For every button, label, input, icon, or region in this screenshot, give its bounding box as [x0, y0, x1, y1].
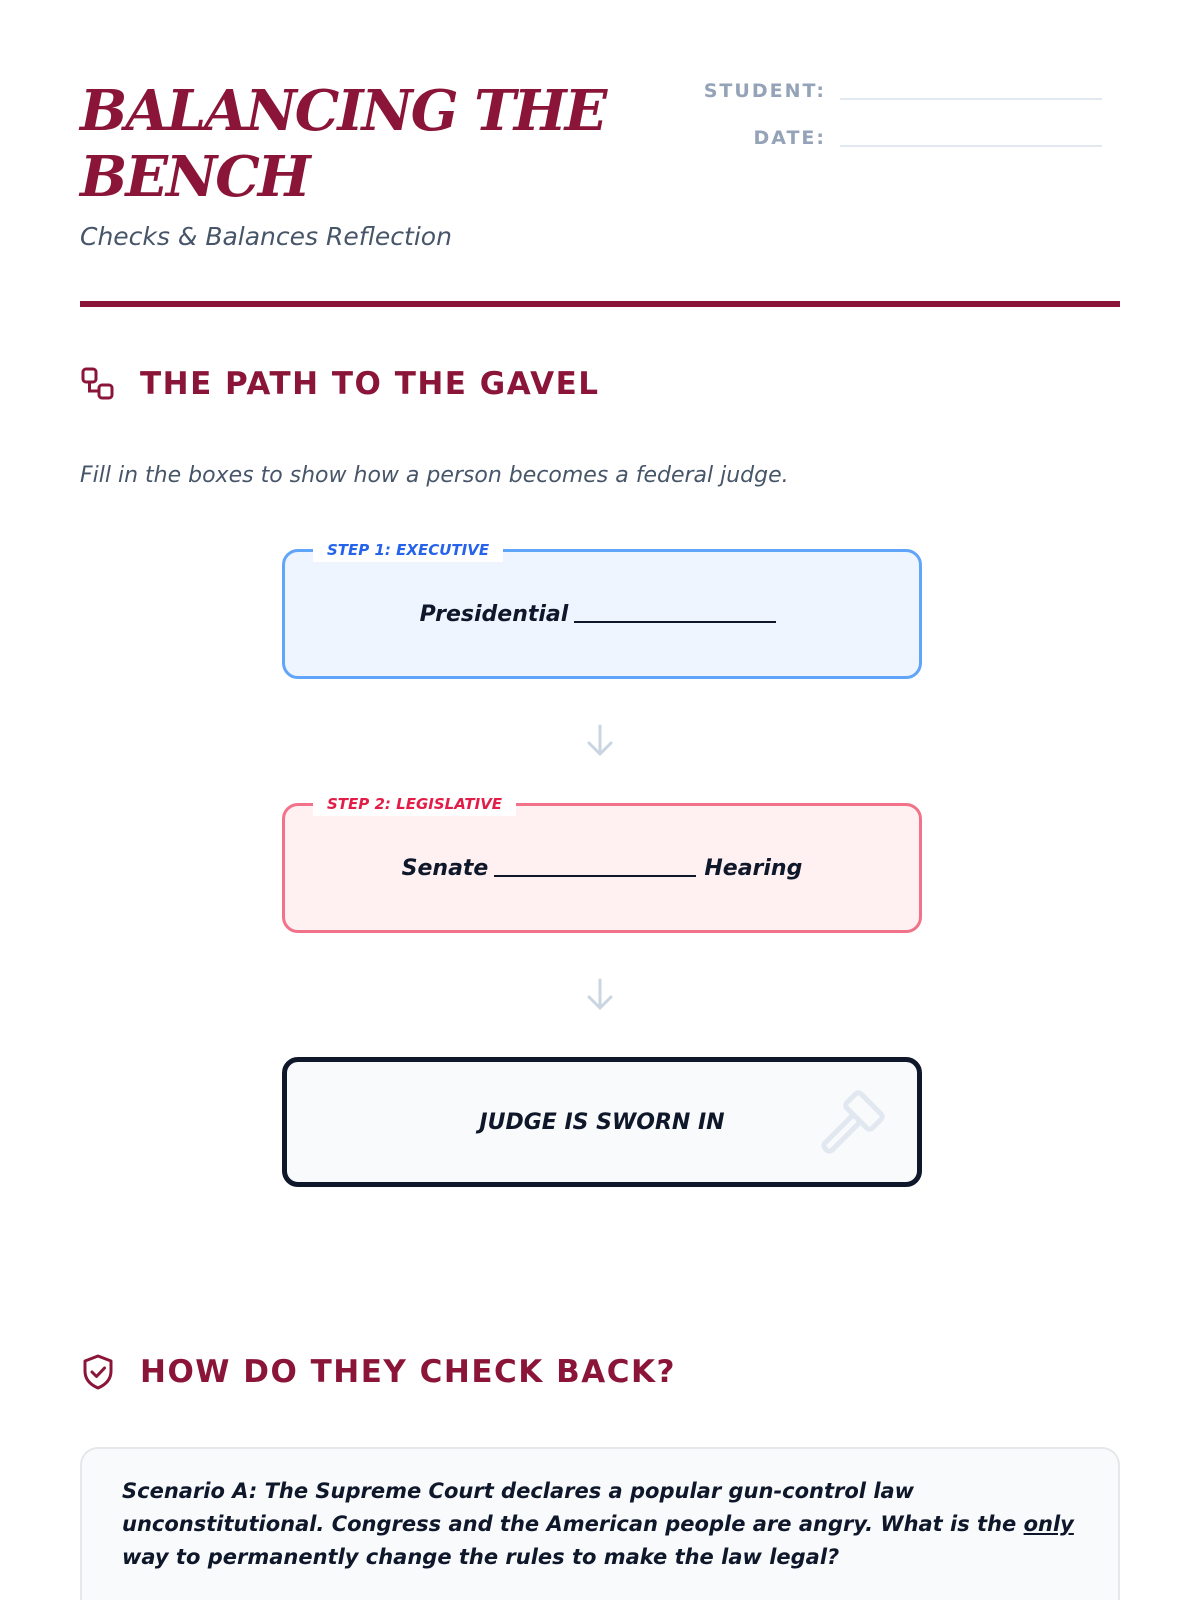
section-path-title: THE PATH TO THE GAVEL — [140, 366, 600, 402]
arrow-down-icon — [586, 724, 614, 758]
date-field — [680, 127, 1102, 149]
scenario-a-text-after: way to permanently change the rules to make the law legal? — [122, 1545, 840, 1569]
worksheet-subtitle: Checks & Balances Reflection — [80, 222, 452, 251]
step-executive-text — [420, 602, 785, 627]
step-executive-box — [282, 541, 922, 679]
step-legislative-tag: STEP 2: LEGISLATIVE — [313, 792, 516, 816]
scenario-a-emphasis: only — [1023, 1512, 1074, 1536]
step-executive-prefix: Presidential — [419, 601, 569, 627]
header-divider — [80, 301, 1120, 307]
step-executive-blank[interactable] — [574, 621, 776, 623]
student-name-line[interactable] — [840, 98, 1102, 100]
scenario-a-card — [80, 1447, 1120, 1600]
step-legislative-blank[interactable] — [494, 875, 696, 877]
step-legislative-text — [402, 856, 803, 881]
student-field — [680, 80, 1102, 102]
step-executive-tag: STEP 1: EXECUTIVE — [313, 538, 503, 562]
gavel-icon — [807, 1088, 887, 1168]
final-step-text: JUDGE IS SWORN IN — [479, 1109, 725, 1135]
step-legislative-suffix: Hearing — [704, 855, 803, 881]
date-label: DATE: — [753, 127, 826, 149]
arrow-down-icon — [586, 978, 614, 1012]
linked-boxes-icon — [80, 364, 120, 404]
step-legislative-box — [282, 795, 922, 933]
path-instructions: Fill in the boxes to show how a person becomes a federal judge. — [80, 463, 789, 488]
shield-check-icon — [80, 1352, 120, 1392]
final-step-box — [282, 1057, 922, 1187]
date-line[interactable] — [840, 145, 1102, 147]
section-path-heading — [80, 364, 600, 404]
section-check-title: HOW DO THEY CHECK BACK? — [140, 1354, 676, 1390]
scenario-a-question — [122, 1475, 1078, 1574]
scenario-a-text-before: Scenario A: The Supreme Court declares a popular gun-control law unconstitutional. Congress and the American people are angry. What is the — [122, 1479, 1024, 1536]
step-legislative-prefix: Senate — [401, 855, 489, 881]
student-label: STUDENT: — [703, 80, 826, 102]
worksheet-title: BALANCING THE BENCH — [80, 78, 606, 210]
section-check-heading — [80, 1352, 676, 1392]
